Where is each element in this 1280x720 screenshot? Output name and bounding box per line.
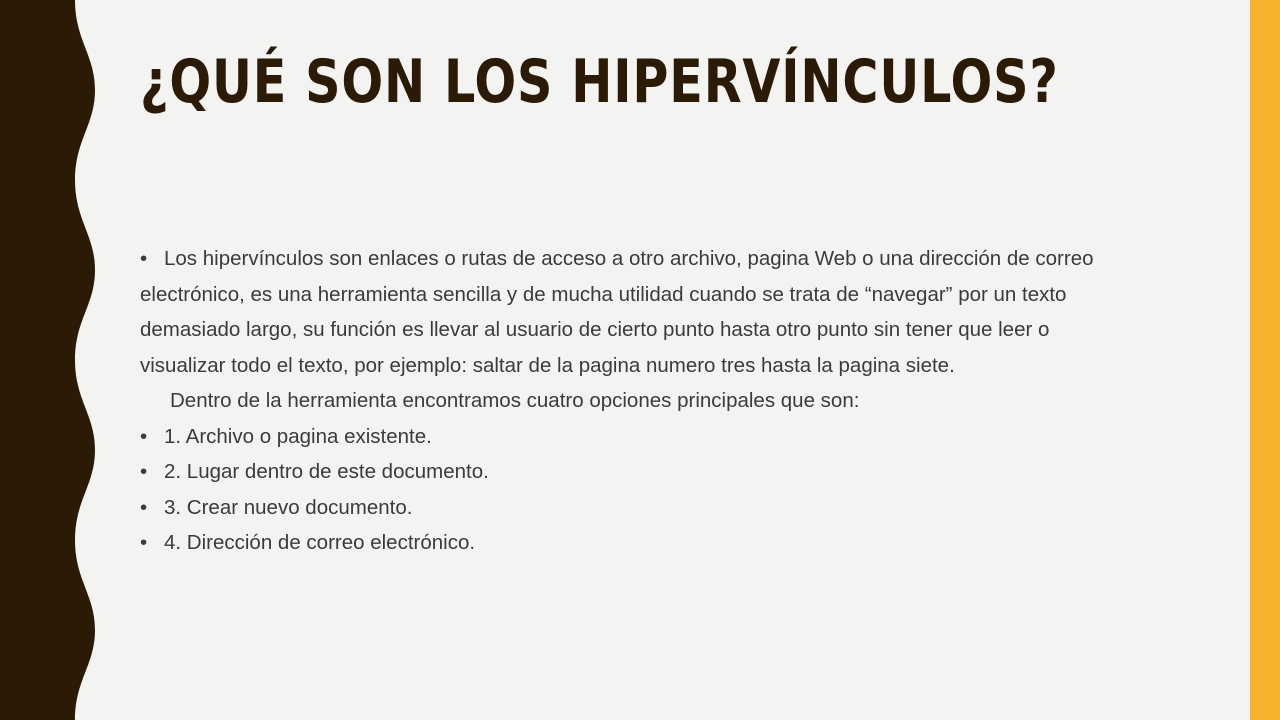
option-text: 2. Lugar dentro de este documento. [164, 460, 489, 483]
option-text: 3. Crear nuevo documento. [164, 495, 413, 519]
bullet-icon: • [140, 531, 148, 554]
list-item [140, 490, 1120, 526]
list-item [140, 454, 1120, 490]
list-item [140, 419, 1120, 455]
intro-paragraph [140, 241, 1120, 383]
intro-text: Los hipervínculos son enlaces o rutas de acceso a otro archivo, pagina Web o una dirección de correo electrónico, es una herramienta sencilla y de mucha utilidad cuando se trata de “navegar” por un texto demasiado largo, su función es llevar al usuario de cierto punto hasta otro punto sin tener que leer o visualizar todo el texto, por ejemplo: saltar de la pagina numero tres hasta la pagina siete. [140, 247, 1094, 377]
slide-title: ¿QUÉ SON LOS HIPERVÍNCULOS? [140, 47, 1059, 117]
accent-bar [1250, 0, 1280, 720]
bullet-icon: • [140, 460, 148, 483]
option-text: 1. Archivo o pagina existente. [164, 424, 432, 448]
options-intro: Dentro de la herramienta encontramos cuatro opciones principales que son: [170, 389, 860, 412]
bullet-icon: • [140, 495, 148, 519]
list-item [140, 525, 1120, 561]
bullet-icon: • [140, 247, 148, 270]
slide-body [140, 241, 1120, 561]
wave-decoration [0, 0, 110, 720]
bullet-icon: • [140, 424, 148, 448]
option-text: 4. Dirección de correo electrónico. [164, 531, 476, 554]
